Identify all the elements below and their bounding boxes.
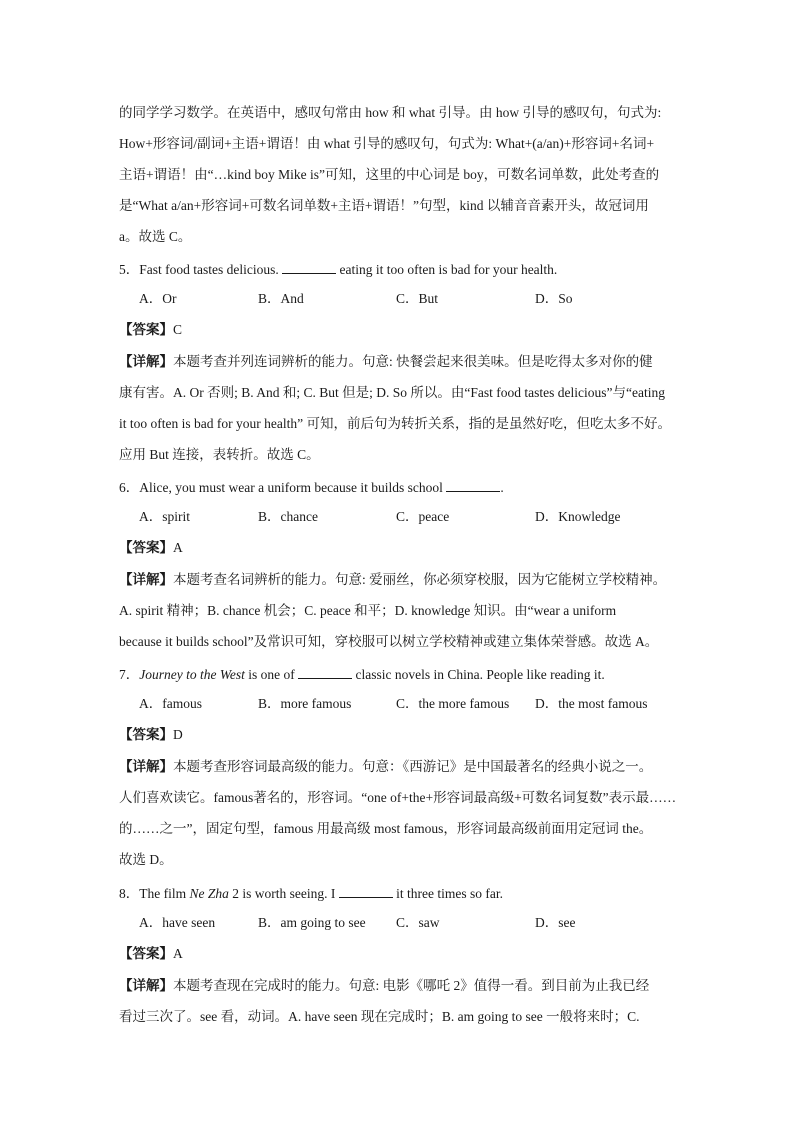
detail-line: [119, 977, 649, 995]
question-number: 6．: [119, 480, 140, 495]
detail-line: [119, 353, 653, 371]
detail-text: 本题考查并列连词辨析的能力。句意: 快餐尝起来很美味。但是吃得太多对你的健: [173, 354, 653, 369]
answer-label: 【答案】: [119, 946, 173, 961]
text-line: 应用 But 连接，表转折。故选 C。: [119, 447, 320, 462]
question-number: 5．: [119, 262, 140, 277]
option-c: C．peace: [396, 509, 450, 524]
question-text: classic novels in China. People like reading it.: [355, 667, 605, 682]
text-line: 主语+谓语！由“…kind boy Mike is”可知，这里的中心词是 boy，可数名词单数，此处考查的: [119, 167, 660, 182]
detail-line: [119, 758, 652, 776]
option-b: B．And: [258, 291, 304, 306]
text-line: 康有害。A. Or 否则; B. And 和; C. But 但是; D. So 所以。由“Fast food tastes delicious”与“eating: [119, 385, 665, 400]
question-text: is one of: [248, 667, 295, 682]
question-text: Fast food tastes delicious.: [139, 262, 279, 277]
text-line: it too often is bad for your health” 可知，前后句为转折关系，指的是虽然好吃，但吃太多不好。: [119, 416, 671, 431]
book-title: Journey to the West: [139, 667, 245, 682]
answer-label: 【答案】: [119, 727, 173, 742]
text-line: 是“What a/an+形容词+可数名词单数+主语+谓语！”句型，kind 以辅音音素开头，故冠词用: [119, 198, 649, 213]
option-c: C．saw: [396, 915, 440, 930]
detail-label: 【详解】: [119, 978, 173, 993]
question-text: 2 is worth seeing. I: [232, 886, 336, 901]
detail-text: 本题考查名词辨析的能力。句意: 爱丽丝，你必须穿校服，因为它能树立学校精神。: [173, 572, 667, 587]
answer-line: [119, 321, 182, 339]
answer-blank: [298, 664, 352, 679]
option-d: D．the most famous: [535, 696, 648, 711]
option-a: A．Or: [139, 291, 177, 306]
option-c: C．the more famous: [396, 696, 510, 711]
answer-line: [119, 539, 183, 557]
text-line: 人们喜欢读它。famous著名的，形容词。“one of+the+形容词最高级+可数名词复数”表示最……: [119, 790, 677, 805]
question-text: The film: [139, 886, 187, 901]
question-7: [119, 664, 605, 684]
text-line: a。故选 C。: [119, 229, 192, 244]
option-a: A．have seen: [139, 915, 216, 930]
option-c: C．But: [396, 291, 439, 306]
question-5: [119, 259, 557, 279]
detail-line: [119, 571, 666, 589]
detail-text: 本题考查现在完成时的能力。句意: 电影《哪吒 2》值得一看。到目前为止我已经: [173, 978, 650, 993]
detail-text: 本题考查形容词最高级的能力。句意：《西游记》是中国最著名的经典小说之一。: [173, 759, 653, 774]
answer-value: A: [173, 946, 183, 961]
answer-blank: [446, 477, 500, 492]
text-line: 故选 D。: [119, 852, 173, 867]
option-b: B．am going to see: [258, 915, 366, 930]
answer-value: D: [173, 727, 183, 742]
answer-line: [119, 945, 183, 963]
option-d: D．So: [535, 291, 573, 306]
question-8: [119, 883, 503, 903]
text-line: because it builds school”及常识可知，穿校服可以树立学校精神或建立集体荣誉感。故选 A。: [119, 634, 659, 649]
text-line: 的同学学习数学。在英语中，感叹句常由 how 和 what 引导。由 how 引导的感叹句，句式为:: [119, 105, 662, 120]
option-d: D．see: [535, 915, 576, 930]
film-title: Ne Zha: [189, 886, 229, 901]
text-line: A. spirit 精神；B. chance 机会；C. peace 和平；D. knowledge 知识。由“wear a uniform: [119, 603, 617, 618]
question-text: it three times so far.: [396, 886, 503, 901]
question-6: [119, 477, 504, 497]
text-line: 的……之一”，固定句型，famous 用最高级 most famous，形容词最高级前面用定冠词 the。: [119, 821, 653, 836]
option-b: B．more famous: [258, 696, 352, 711]
answer-blank: [282, 259, 336, 274]
option-b: B．chance: [258, 509, 318, 524]
text-line: 看过三次了。see 看，动词。A. have seen 现在完成时；B. am going to see 一般将来时；C.: [119, 1009, 640, 1024]
answer-line: [119, 726, 183, 744]
option-a: A．famous: [139, 696, 202, 711]
text-line: How+形容词/副词+主语+谓语！由 what 引导的感叹句，句式为: What+(a/an)+形容词+名词+: [119, 136, 655, 151]
detail-label: 【详解】: [119, 354, 173, 369]
question-text: Alice, you must wear a uniform because it builds school: [139, 480, 443, 495]
question-number: 7．: [119, 667, 140, 682]
question-text: eating it too often is bad for your health.: [339, 262, 558, 277]
answer-label: 【答案】: [119, 322, 173, 337]
question-number: 8．: [119, 886, 140, 901]
option-d: D．Knowledge: [535, 509, 621, 524]
option-a: A．spirit: [139, 509, 191, 524]
answer-value: A: [173, 540, 183, 555]
answer-value: C: [173, 322, 183, 337]
detail-label: 【详解】: [119, 572, 173, 587]
detail-label: 【详解】: [119, 759, 173, 774]
answer-blank: [339, 883, 393, 898]
answer-label: 【答案】: [119, 540, 173, 555]
question-text: .: [500, 480, 504, 495]
